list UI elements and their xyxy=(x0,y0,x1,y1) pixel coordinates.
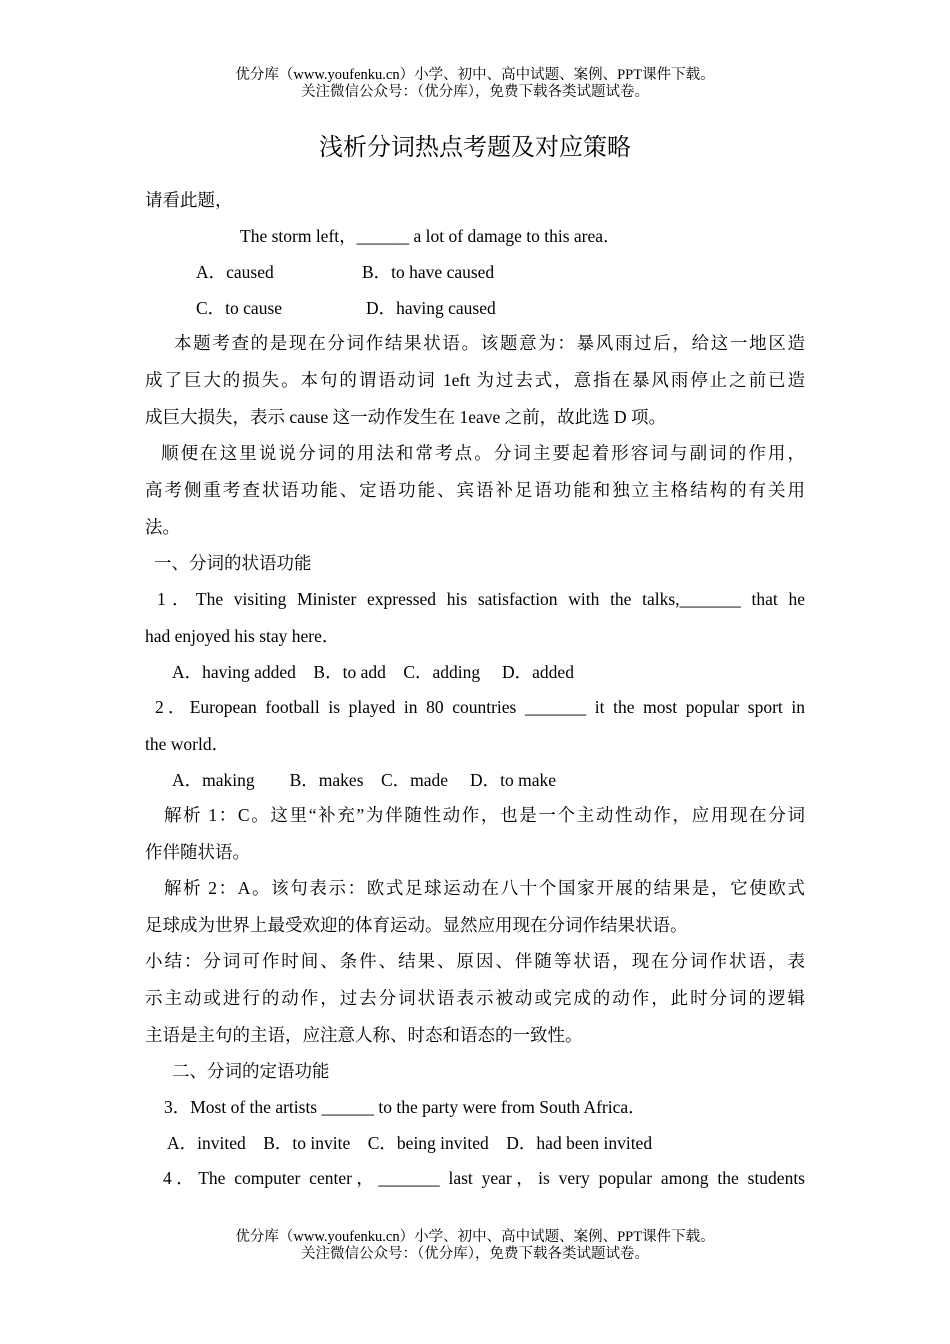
summary-line-2: 示主动或进行的动作，过去分词状语表示被动或完成的动作，此时分词的逻辑 xyxy=(145,988,805,1008)
question-2-line-2: the world． xyxy=(145,734,230,754)
footer-line-2: 关注微信公众号：（优分库），免费下载各类试题试卷。 xyxy=(301,1246,649,1262)
question-2-options: A．making B．makes C．made D．to make xyxy=(172,770,556,790)
example-question: The storm left，______ a lot of damage to this area． xyxy=(240,226,621,246)
summary-line-1: 小结：分词可作时间、条件、结果、原因、伴随等状语，现在分词作状语，表 xyxy=(145,951,805,971)
analysis-line-1: 本题考查的是现在分词作结果状语。该题意为：暴风雨过后，给这一地区造 xyxy=(174,333,805,353)
question-1-line-2: had enjoyed his stay here． xyxy=(145,626,340,646)
example-option-b: B．to have caused xyxy=(362,262,495,282)
header-line-1: 优分库（www.youfenku.cn）小学、初中、高中试题、案例、PPT课件下载。 xyxy=(235,67,715,83)
question-4-line-1: 4．The computer center，_______ last year，is very popular among the students xyxy=(163,1168,805,1188)
summary-line-3: 主语是主句的主语，应注意人称、时态和语态的一致性。 xyxy=(145,1025,583,1045)
jiexi-1-line-2: 作伴随状语。 xyxy=(145,842,250,862)
header-line-2: 关注微信公众号：（优分库），免费下载各类试题试卷。 xyxy=(301,84,649,100)
example-option-c: C．to cause xyxy=(196,298,283,318)
footer-line-1: 优分库（www.youfenku.cn）小学、初中、高中试题、案例、PPT课件下载。 xyxy=(235,1229,715,1245)
overview-line-1: 顺便在这里说说分词的用法和常考点。分词主要起着形容词与副词的作用， xyxy=(161,443,805,463)
question-2-line-1: 2．European football is played in 80 countries _______ it the most popular sport in xyxy=(155,697,805,717)
example-option-d: D．having caused xyxy=(366,298,496,318)
overview-line-3: 法。 xyxy=(145,517,180,537)
question-1-line-1: 1．The visiting Minister expressed his satisfaction with the talks,_______ that he xyxy=(157,589,805,609)
jiexi-1-line-1: 解析 1：C。这里“补充”为伴随性动作，也是一个主动性动作，应用现在分词 xyxy=(164,805,805,825)
example-option-a: A．caused xyxy=(196,262,274,282)
jiexi-2-line-2: 足球成为世界上最受欢迎的体育运动。显然应用现在分词作结果状语。 xyxy=(145,915,688,935)
document-title: 浅析分词热点考题及对应策略 xyxy=(319,135,631,161)
jiexi-2-line-1: 解析 2：A。该句表示：欧式足球运动在八十个国家开展的结果是，它使欧式 xyxy=(164,878,805,898)
overview-line-2: 高考侧重考查状语功能、定语功能、宾语补足语功能和独立主格结构的有关用 xyxy=(145,480,805,500)
page-footer xyxy=(0,1229,950,1263)
section-2-heading: 二、分词的定语功能 xyxy=(172,1061,330,1081)
section-1-heading: 一、分词的状语功能 xyxy=(154,553,312,573)
analysis-line-3: 成巨大损失，表示 cause 这一动作发生在 1eave 之前，故此选 D 项。 xyxy=(145,407,667,427)
intro-text: 请看此题， xyxy=(145,190,233,210)
question-1-options: A．having added B．to add C．adding D．added xyxy=(172,662,574,682)
question-3: 3．Most of the artists ______ to the party were from South Africa． xyxy=(164,1097,646,1117)
page-header xyxy=(0,67,950,101)
question-3-options: A．invited B．to invite C．being invited D．had been invited xyxy=(167,1133,653,1153)
analysis-line-2: 成了巨大的损失。本句的谓语动词 1eft 为过去式，意指在暴风雨停止之前已造 xyxy=(145,370,805,390)
